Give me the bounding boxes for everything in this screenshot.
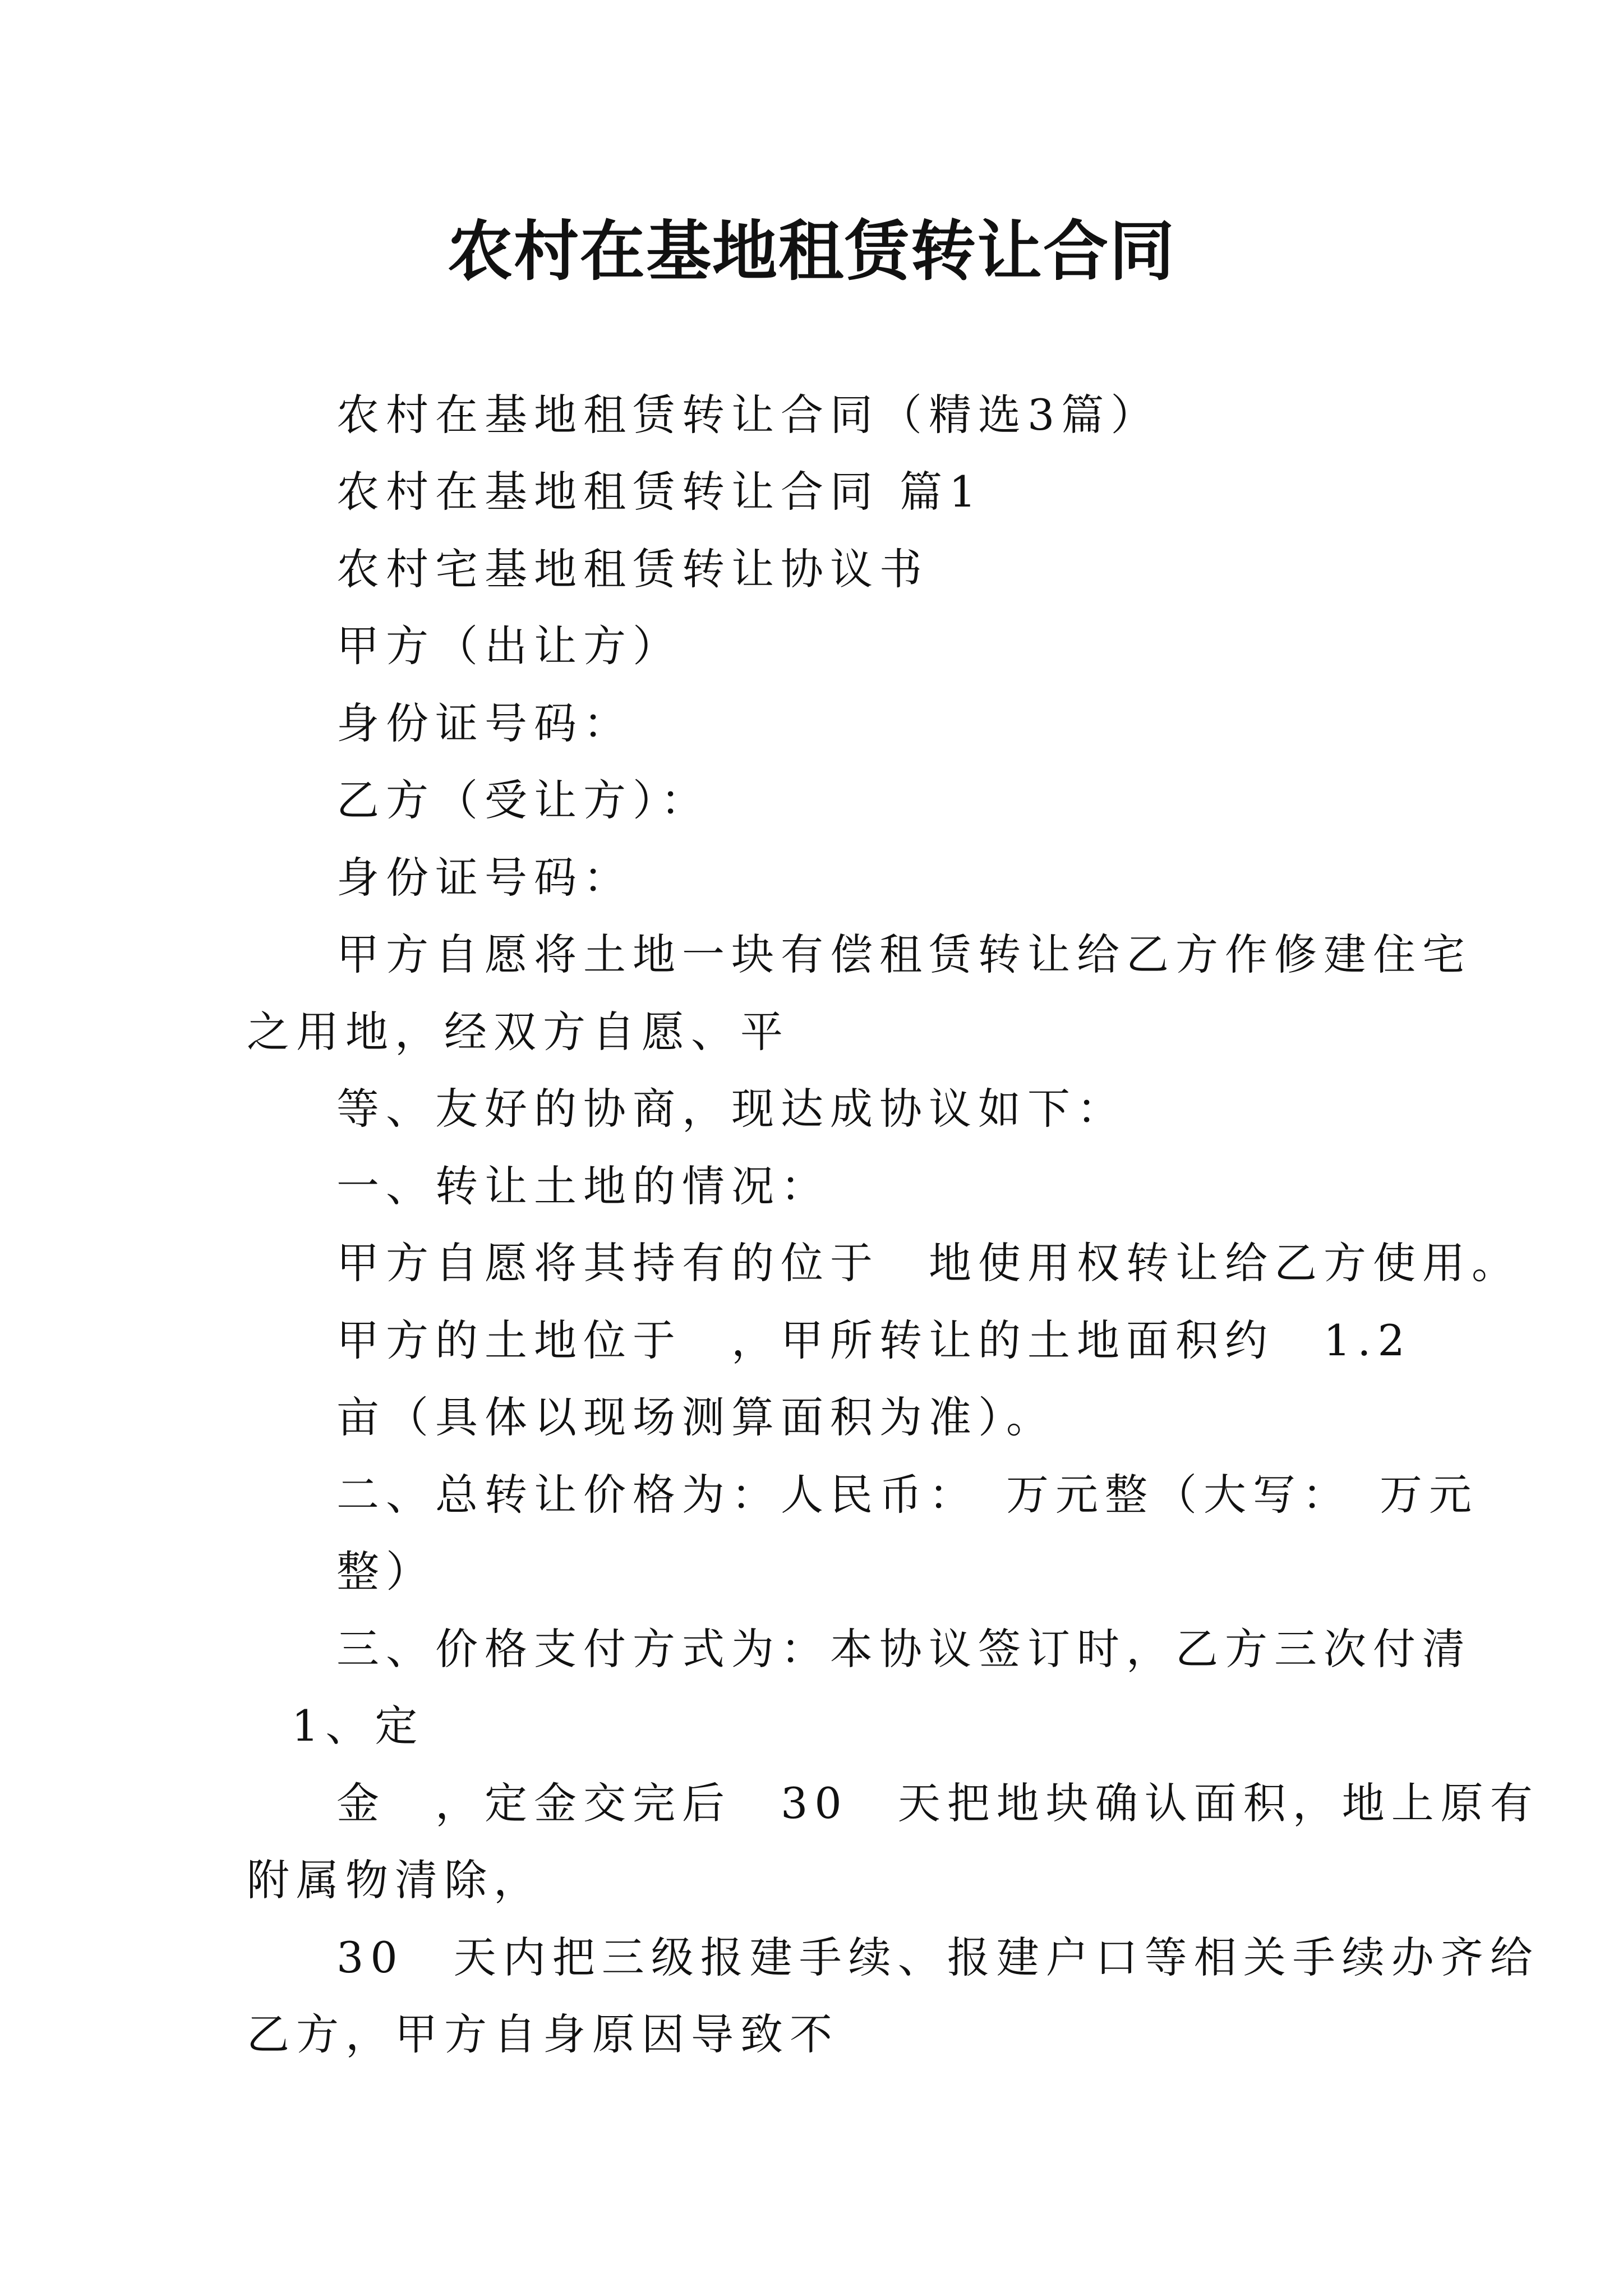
document-line: 甲方（出让方）: [336, 621, 682, 671]
document-line: 农村宅基地租赁转让协议书: [336, 544, 929, 594]
document-line: 乙方，甲方自身原因导致不: [247, 2009, 839, 2059]
document-line: 三、价格支付方式为：本协议签订时，乙方三次付清: [336, 1624, 1472, 1674]
document-title: 农村在基地租赁转让合同: [448, 214, 1175, 289]
document-line: 等、友好的协商，现达成协议如下：: [336, 1084, 1126, 1134]
document-line: 附属物清除，: [247, 1855, 543, 1905]
document-line: 乙方（受让方）：: [336, 775, 710, 825]
document-line: 一、转让土地的情况：: [336, 1161, 830, 1211]
document-line: 亩（具体以现场测算面积为准）。: [336, 1392, 1055, 1442]
document-line: 金 ，定金交完后 30 天把地块确认面积，地上原有: [336, 1778, 1539, 1828]
document-line: 整）: [336, 1547, 435, 1596]
document-line: 甲方自愿将土地一块有偿租赁转让给乙方作修建住宅: [336, 930, 1472, 979]
document-line: 身份证号码：: [336, 698, 633, 748]
document-line: 农村在基地租赁转让合同 篇1: [336, 467, 983, 517]
document-line: 30 天内把三级报建手续、报建户口等相关手续办齐给: [336, 1932, 1539, 1982]
document-line: 之用地，经双方自愿、平: [247, 1007, 790, 1057]
document-line: 甲方自愿将其持有的位于 地使用权转让给乙方使用。: [336, 1238, 1521, 1288]
document-line: 身份证号码：: [336, 853, 633, 903]
document-line: 农村在基地租赁转让合同（精选3篇）: [336, 390, 1160, 440]
document-line: 甲方的土地位于 ，甲所转让的土地面积约 1.2: [336, 1315, 1412, 1365]
document-line: 1、定: [292, 1701, 425, 1751]
document-line: 二、总转让价格为：人民币： 万元整（大写： 万元: [336, 1470, 1478, 1520]
